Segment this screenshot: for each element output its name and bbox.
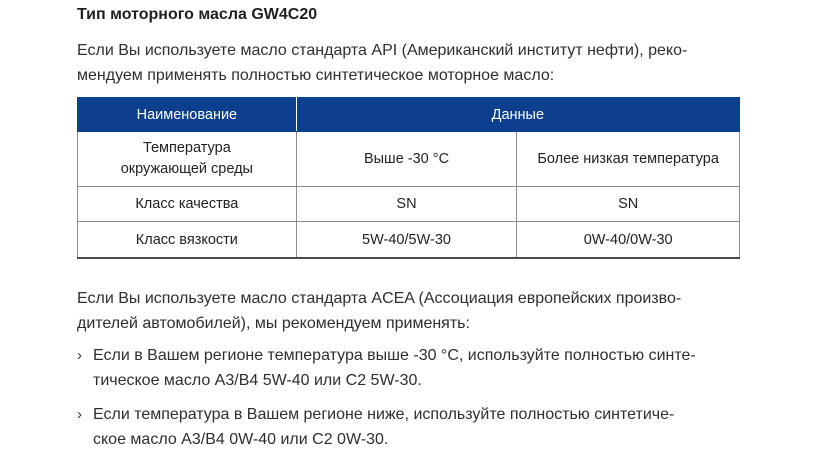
row-label-ambient-temperature [78, 132, 297, 187]
api-paragraph-line-1: Если Вы используете масло стандарта API (Американский институт нефти), реко- [77, 42, 688, 59]
header-data: Данные [296, 98, 739, 132]
api-paragraph-line-2: мендуем применять полностью синтетическое моторное масло: [77, 67, 555, 84]
row-label-line-1: Температура [142, 140, 231, 156]
table-cell: SN [296, 187, 517, 222]
table-header-row [78, 98, 740, 132]
table-cell: Выше -30 °C [296, 132, 517, 187]
chevron-right-icon: › [77, 347, 82, 364]
oil-spec-table [77, 97, 740, 259]
list-item-line-2: ское масло A3/B4 0W-40 или C2 0W-30. [93, 431, 389, 448]
table-cell: SN [517, 187, 740, 222]
list-item [77, 402, 757, 452]
row-label-line-2: окружающей среды [120, 161, 253, 177]
row-label-quality-class: Класс качества [78, 187, 297, 222]
acea-paragraph-line-1: Если Вы используете масло стандарта ACEA (Ассоциация европейских произво- [77, 290, 682, 307]
api-paragraph [77, 38, 747, 88]
row-label-viscosity-class: Класс вязкости [78, 222, 297, 259]
list-item-line-2: тическое масло A3/B4 5W-40 или C2 5W-30. [93, 372, 422, 389]
table-cell: 0W-40/0W-30 [517, 222, 740, 259]
acea-paragraph [77, 286, 747, 336]
table-cell: Более низкая температура [517, 132, 740, 187]
table-row [78, 187, 740, 222]
table-cell: 5W-40/5W-30 [296, 222, 517, 259]
acea-paragraph-line-2: дителей автомобилей), мы рекомендуем применять: [77, 315, 470, 332]
section-title: Тип моторного масла GW4C20 [77, 6, 318, 23]
list-item-line-1: Если в Вашем регионе температура выше -30 °C, используйте полностью синте- [93, 347, 696, 364]
header-name: Наименование [78, 98, 297, 132]
list-item-text [93, 343, 757, 393]
list-item [77, 343, 757, 393]
table-row [78, 222, 740, 259]
chevron-right-icon: › [77, 406, 82, 423]
table-row [78, 132, 740, 187]
list-item-text [93, 402, 757, 452]
list-item-line-1: Если температура в Вашем регионе ниже, используйте полностью синтетиче- [93, 406, 675, 423]
